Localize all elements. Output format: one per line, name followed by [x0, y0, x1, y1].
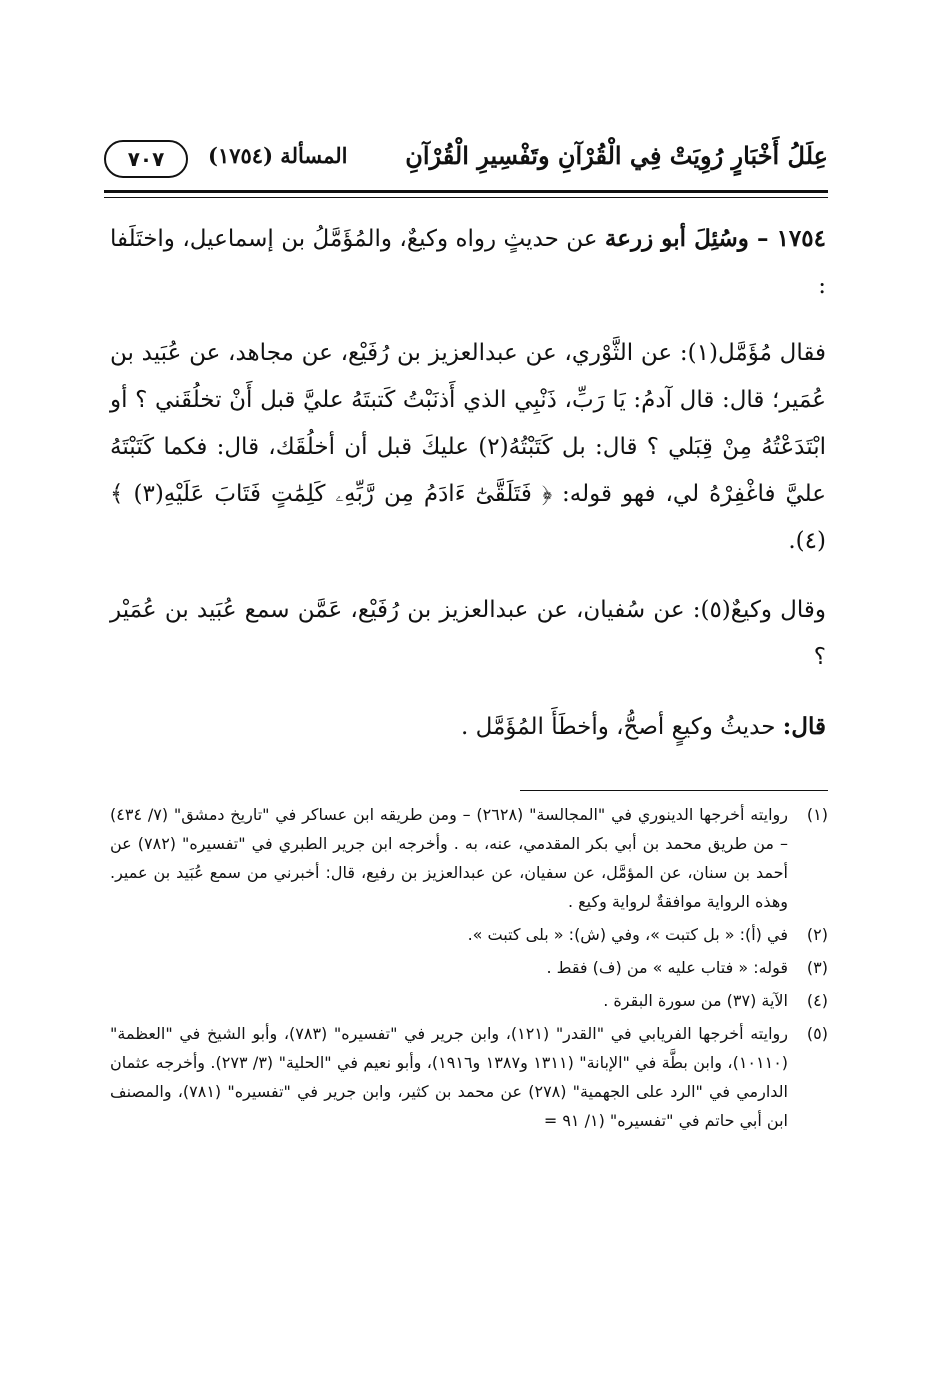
footnote — [110, 1019, 828, 1135]
header-rule — [104, 190, 828, 193]
question-paragraph — [110, 215, 826, 310]
footnotes — [110, 800, 828, 1139]
footnote-marker: (٤) — [806, 991, 828, 1010]
header-rule-thin — [104, 197, 828, 198]
footnote — [110, 953, 828, 982]
footnote-text: في (أ): « بل كتبت »، وفي (ش): « بلى كتبت ». — [467, 925, 788, 944]
verdict-lead: قال: — [782, 713, 826, 740]
footnote-marker: (٥) — [806, 1024, 828, 1043]
footnote-marker: (٣) — [806, 958, 828, 977]
footnote-marker: (٢) — [806, 925, 828, 944]
muammal-narration: فقال مُؤَمَّل(١): عن الثَّوْري، عن عبدالعزيز بن رُفَيْع، عن مجاهد، عن عُبَيد بن عُمَير؛ قال: قال آدمُ: يَا رَبِّ، ذَنْبِي الذي أَذنَبْتُ كَتبتَهُ عليَّ قبل أَنْ تخلُقَني ؟ أو ابْتَدَعْتُهُ مِنْ قِبَلي ؟ قال: بل كَتَبْتُهُ(٢) عليكَ قبل أن أخلُقَك، قال: فكما كَتَبْتَهُ عليَّ فاغْفِرْهُ لي، فهو قوله: ﴿ فَتَلَقَّىٰٓ ءَادَمُ مِن رَّبِّهِۦ كَلِمَٰتٍ فَتَابَ عَلَيْهِ(٣) ﴾(٤). — [110, 340, 826, 554]
main-text — [110, 215, 826, 773]
footnote-text: روايته أخرجها الدينوري في "المجالسة" (٢٦٢٨) – ومن طريقه ابن عساكر في "تاريخ دمشق" (٧/ ٤٣٤) – من طريق محمد بن أبي بكر المقدمي، عنه، به . وأخرجه ابن جرير الطبري في "تفسيره" (٧٨٢) عن أحمد بن سنان، عن المؤمَّل، عن سفيان، عن عبدالعزيز بن رفيع، قال: أخبرني من سمع عُبَيد بن عمير. وهذه الرواية موافقةٌ لرواية وكيع . — [110, 805, 789, 911]
footnote — [110, 800, 828, 916]
running-header — [104, 135, 828, 187]
footnote — [110, 920, 828, 949]
footnote — [110, 986, 828, 1015]
issue-lead: ١٧٥٤ – وسُئِلَ أبو زرعة — [604, 225, 826, 252]
question-text: عن حديثٍ رواه وكيعٌ، والمُؤَمَّلُ بن إسماعيل، واختَلَفا : — [110, 226, 826, 299]
page-number: ٧٠٧ — [104, 140, 188, 178]
verdict-text: حديثُ وكيعٍ أصحُّ، وأخطَأَ المُؤَمَّل . — [460, 714, 783, 740]
footnote-text: الآية (٣٧) من سورة البقرة . — [603, 991, 788, 1010]
footnote-separator — [520, 790, 828, 791]
waki-narration: وقال وكيعٌ(٥): عن سُفيان، عن عبدالعزيز بن رُفَيْع، عَمَّن سمع عُبَيد بن عُمَيْر ؟ — [110, 597, 826, 670]
issue-number: المسألة (١٧٥٤) — [208, 143, 348, 168]
footnote-text: روايته أخرجها الفريابي في "القدر" (١٢١)، وابن جرير في "تفسيره" (٧٨٣)، وأبو الشيخ في "العظمة" (١٠١١٠)، وابن بطَّة في "الإبانة" (١٣١١ و١٣٨٧ و١٩١٦)، وأبو نعيم في "الحلية" (٣/ ٢٧٣). وأخرجه عثمان الدارمي في "الرد على الجهمية" (٢٧٨) عن محمد بن كثير، وابن جرير في "تفسيره" (٧٨١)، والمصنف ابن أبي حاتم في "تفسيره" (١/ ٩١ = — [110, 1024, 789, 1130]
footnote-text: قوله: « فتاب عليه » من (ف) فقط . — [546, 958, 788, 977]
verdict-paragraph — [110, 703, 826, 751]
footnote-marker: (١) — [806, 805, 828, 824]
book-title: عِلَلُ أَخْبَارٍ رُوِيَتْ فِي الْقُرْآنِ وتَفْسِيرِ الْقُرْآنِ — [405, 141, 828, 170]
